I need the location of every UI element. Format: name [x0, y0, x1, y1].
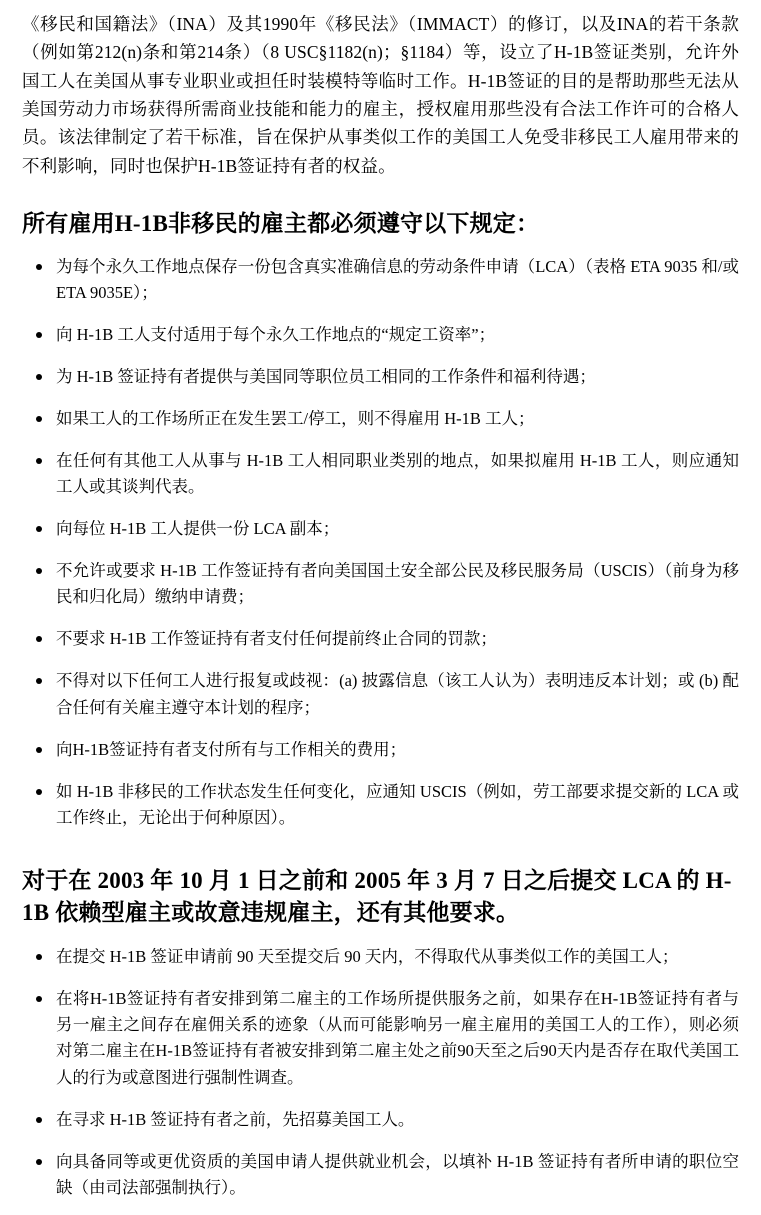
list-item: 如果工人的工作场所正在发生罢工/停工，则不得雇用 H-1B 工人；	[22, 406, 739, 432]
list-item: 向具备同等或更优资质的美国申请人提供就业机会，以填补 H-1B 签证持有者所申请的职位空缺（由司法部强制执行）。	[22, 1149, 739, 1201]
section-one-list	[22, 254, 739, 831]
list-item: 向每位 H-1B 工人提供一份 LCA 副本；	[22, 516, 739, 542]
list-item: 在任何有其他工人从事与 H-1B 工人相同职业类别的地点，如果拟雇用 H-1B 工人，则应通知工人或其谈判代表。	[22, 448, 739, 500]
list-item: 不得对以下任何工人进行报复或歧视：(a) 披露信息（该工人认为）表明违反本计划；或 (b) 配合任何有关雇主遵守本计划的程序；	[22, 668, 739, 720]
list-item: 向 H-1B 工人支付适用于每个永久工作地点的“规定工资率”；	[22, 322, 739, 348]
list-item: 在将H-1B签证持有者安排到第二雇主的工作场所提供服务之前，如果存在H-1B签证持有者与另一雇主之间存在雇佣关系的迹象（从而可能影响另一雇主雇用的美国工人的工作），则必须对第二雇主在H-1B签证持有者被安排到第二雇主处之前90天至之后90天内是否存在取代美国工人的行为或意图进行强制性调查。	[22, 986, 739, 1090]
list-item: 在提交 H-1B 签证申请前 90 天至提交后 90 天内，不得取代从事类似工作的美国工人；	[22, 944, 739, 970]
list-item: 如 H-1B 非移民的工作状态发生任何变化，应通知 USCIS（例如，劳工部要求提交新的 LCA 或工作终止，无论出于何种原因）。	[22, 779, 739, 831]
list-item: 为 H-1B 签证持有者提供与美国同等职位员工相同的工作条件和福利待遇；	[22, 364, 739, 390]
list-item: 为每个永久工作地点保存一份包含真实准确信息的劳动条件申请（LCA）（表格 ETA 9035 和/或 ETA 9035E）；	[22, 254, 739, 306]
section-two-list	[22, 944, 739, 1201]
section-two-heading: 对于在 2003 年 10 月 1 日之前和 2005 年 3 月 7 日之后提交 LCA 的 H-1B 依赖型雇主或故意违规雇主，还有其他要求。	[22, 867, 732, 925]
list-item: 不要求 H-1B 工作签证持有者支付任何提前终止合同的罚款；	[22, 626, 739, 652]
list-item: 不允许或要求 H-1B 工作签证持有者向美国国土安全部公民及移民服务局（USCIS）（前身为移民和归化局）缴纳申请费；	[22, 558, 739, 610]
list-item: 向H-1B签证持有者支付所有与工作相关的费用；	[22, 737, 739, 763]
intro-paragraph: 《移民和国籍法》（INA）及其1990年《移民法》（IMMACT）的修订，以及INA的若干条款（例如第212(n)条和第214条）（8 USC§1182(n)；§1184）等，设立了H-1B签证类别，允许外国工人在美国从事专业职业或担任时装模特等临时工作。H-1B签证的目的是帮助那些无法从美国劳动力市场获得所需商业技能和能力的雇主，授权雇用那些没有合法工作许可的合格人员。该法律制定了若干标准，旨在保护从事类似工作的美国工人免受非移民工人雇用带来的不利影响，同时也保护H-1B签证持有者的权益。	[22, 14, 739, 176]
list-item: 在寻求 H-1B 签证持有者之前，先招募美国工人。	[22, 1107, 739, 1133]
section-one-heading: 所有雇用H-1B非移民的雇主都必须遵守以下规定：	[22, 211, 540, 237]
